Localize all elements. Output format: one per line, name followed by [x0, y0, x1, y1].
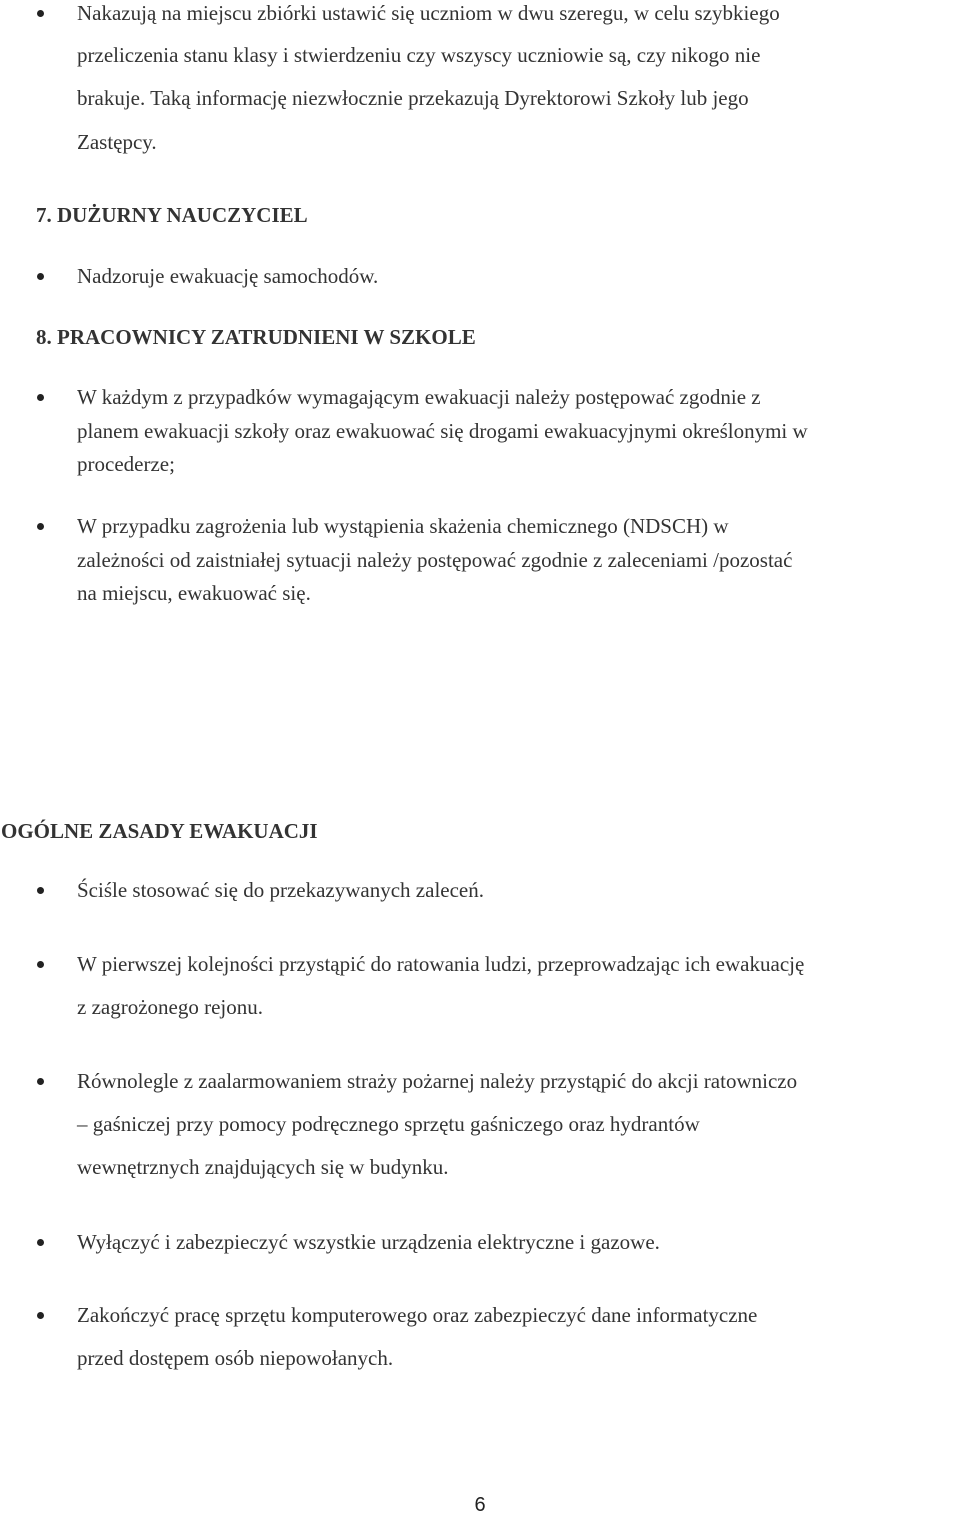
section-heading: 8. PRACOWNICY ZATRUDNIENI W SZKOLE: [36, 325, 476, 349]
text-line: Równolegle z zaalarmowaniem straży pożarnej należy przystąpić do akcji ratowniczo: [77, 1069, 798, 1093]
text-line: wewnętrznych znajdujących się w budynku.: [77, 1155, 449, 1179]
text-line: na miejscu, ewakuować się.: [77, 581, 311, 605]
page-number: 6: [474, 1494, 486, 1516]
text-line: – gaśniczej przy pomocy podręcznego sprzętu gaśniczego oraz hydrantów: [77, 1112, 700, 1136]
bullet-icon: [37, 1312, 44, 1319]
text-line: W pierwszej kolejności przystąpić do ratowania ludzi, przeprowadzając ich ewakuację: [77, 952, 805, 976]
bullet-icon: [37, 394, 44, 401]
section-heading: 7. DUŻURNY NAUCZYCIEL: [36, 203, 308, 227]
text-line: W przypadku zagrożenia lub wystąpienia skażenia chemicznego (NDSCH) w: [77, 514, 729, 538]
text-line: Wyłączyć i zabezpieczyć wszystkie urządzenia elektryczne i gazowe.: [77, 1230, 660, 1254]
text-line: Nadzoruje ewakuację samochodów.: [77, 264, 379, 288]
text-line: procederze;: [77, 452, 175, 476]
bullet-icon: [37, 961, 44, 968]
text-line: W każdym z przypadków wymagającym ewakuacji należy postępować zgodnie z: [77, 385, 761, 409]
bullet-icon: [37, 523, 44, 530]
text-line: brakuje. Taką informację niezwłocznie przekazują Dyrektorowi Szkoły lub jego: [77, 86, 749, 110]
text-line: Nakazują na miejscu zbiórki ustawić się uczniom w dwu szeregu, w celu szybkiego: [77, 1, 780, 25]
bullet-icon: [37, 10, 44, 17]
text-line: Zakończyć pracę sprzętu komputerowego oraz zabezpieczyć dane informatyczne: [77, 1303, 758, 1327]
text-line: z zagrożonego rejonu.: [77, 995, 263, 1019]
text-line: Ściśle stosować się do przekazywanych zaleceń.: [77, 878, 484, 902]
text-line: Zastępcy.: [77, 130, 157, 154]
text-line: przed dostępem osób niepowołanych.: [77, 1346, 394, 1370]
bullet-icon: [37, 887, 44, 894]
text-line: przeliczenia stanu klasy i stwierdzeniu czy wszyscy uczniowie są, czy nikogo nie: [77, 43, 761, 67]
section-heading: OGÓLNE ZASADY EWAKUACJI: [1, 819, 318, 843]
bullet-icon: [37, 1239, 44, 1246]
bullet-icon: [37, 1078, 44, 1085]
text-line: planem ewakuacji szkoły oraz ewakuować się drogami ewakuacyjnymi określonymi w: [77, 419, 808, 443]
bullet-icon: [37, 273, 44, 280]
text-line: zależności od zaistniałej sytuacji należy postępować zgodnie z zaleceniami /pozostać: [77, 548, 793, 572]
